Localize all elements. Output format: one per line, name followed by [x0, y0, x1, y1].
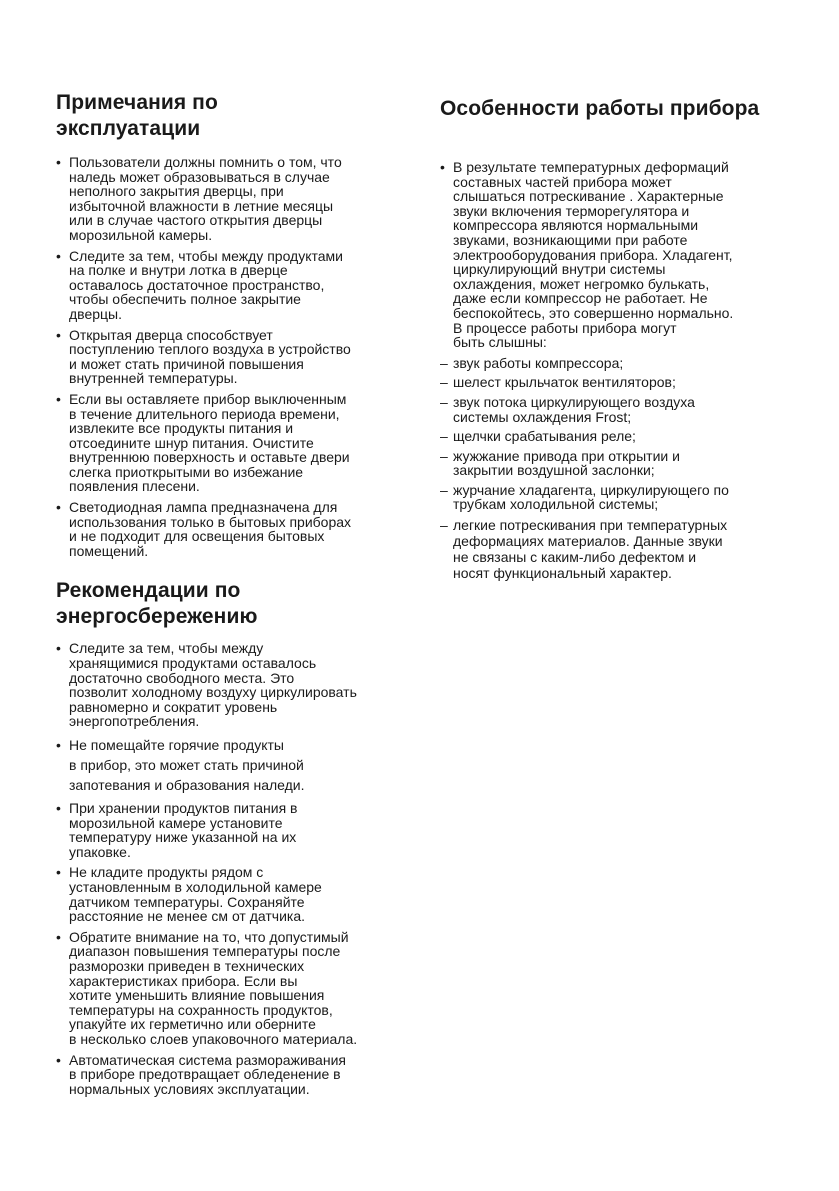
right-column	[440, 96, 785, 586]
list-item: • Следите за тем, чтобы между продуктами на полке и внутри лотка в дверце оставалось достаточное пространство, чтобы обеспечить полное закрытие дверцы.	[56, 249, 406, 322]
section-title-operation-notes: Примечания по эксплуатации	[56, 91, 218, 140]
sounds-list	[440, 356, 785, 581]
list-item: • Обратите внимание на то, что допустимый диапазон повышения температуры после разморозки приведен в технических характеристиках прибора. Если вы хотите уменьшить влияние повышения температуры на сохранность продуктов, упакуйте их герметично или оберните в несколько слоев упаковочного материала.	[56, 930, 406, 1047]
device-features-list	[440, 160, 785, 350]
list-item: • При хранении продуктов питания в морозильной камере установите температуру ниже указанной на их упаковке.	[56, 801, 406, 859]
left-column	[56, 90, 406, 1102]
sound-item: – звук работы компрессора;	[440, 356, 785, 371]
sound-item: – журчание хладагента, циркулирующего по трубкам холодильной системы;	[440, 483, 785, 512]
list-item: • Автоматическая система размораживания в приборе предотвращает обледенение в нормальных условиях эксплуатации.	[56, 1053, 406, 1097]
list-item: • Открытая дверца способствует поступлению теплого воздуха в устройство и может стать причиной повышения внутренней температуры.	[56, 328, 406, 386]
list-item: • Не помещайте горячие продукты в прибор, это может стать причиной запотевания и образования наледи.	[56, 735, 406, 795]
operation-notes-list	[56, 155, 406, 558]
energy-saving-list	[56, 641, 406, 1096]
list-item: • Светодиодная лампа предназначена для использования только в бытовых приборах и не подходит для освещения бытовых помещений.	[56, 500, 406, 558]
sound-item: – щелчки срабатывания реле;	[440, 429, 785, 444]
sound-item: – легкие потрескивания при температурных деформациях материалов. Данные звуки не связаны с каким-либо дефектом и носят функциональный характер.	[440, 517, 785, 581]
sound-item: – звук потока циркулирующего воздуха системы охлаждения Frost;	[440, 395, 785, 424]
sound-item: – шелест крыльчаток вентиляторов;	[440, 375, 785, 390]
list-item: • Если вы оставляете прибор выключенным в течение длительного периода времени, извлеките все продукты питания и отсоедините шнур питания. Очистите внутреннюю поверхность и оставьте двери слегка приоткрытыми во избежание появления плесени.	[56, 392, 406, 494]
section-title-device-features: Особенности работы прибора	[440, 97, 760, 120]
list-item: • В результате температурных деформаций составных частей прибора может слышаться потрескивание . Характерные звуки включения терморегулятора и компрессора являются нормальными звуками, возникающими при работе электрооборудования прибора. Хладагент, циркулирующий внутри системы охлаждения, может негромко булькать, даже если компрессор не работает. Не беспокойтесь, это совершенно нормально. В процессе работы прибора могут быть слышны:	[440, 160, 785, 350]
list-item: • Пользователи должны помнить о том, что наледь может образовываться в случае неполного закрытия дверцы, при избыточной влажности в летние месяцы или в случае частого открытия дверцы морозильной камеры.	[56, 155, 406, 243]
section-title-energy-saving: Рекомендации по энергосбережению	[56, 579, 258, 629]
sound-item: – жужжание привода при открытии и закрытии воздушной заслонки;	[440, 449, 785, 478]
list-item: • Следите за тем, чтобы между хранящимися продуктами оставалось достаточно свободного места. Это позволит холодному воздуху циркулировать равномерно и сократит уровень энергопотребления.	[56, 641, 406, 729]
list-item: • Не кладите продукты рядом с установленным в холодильной камере датчиком температуры. Сохраняйте расстояние не менее см от датчика.	[56, 865, 406, 923]
